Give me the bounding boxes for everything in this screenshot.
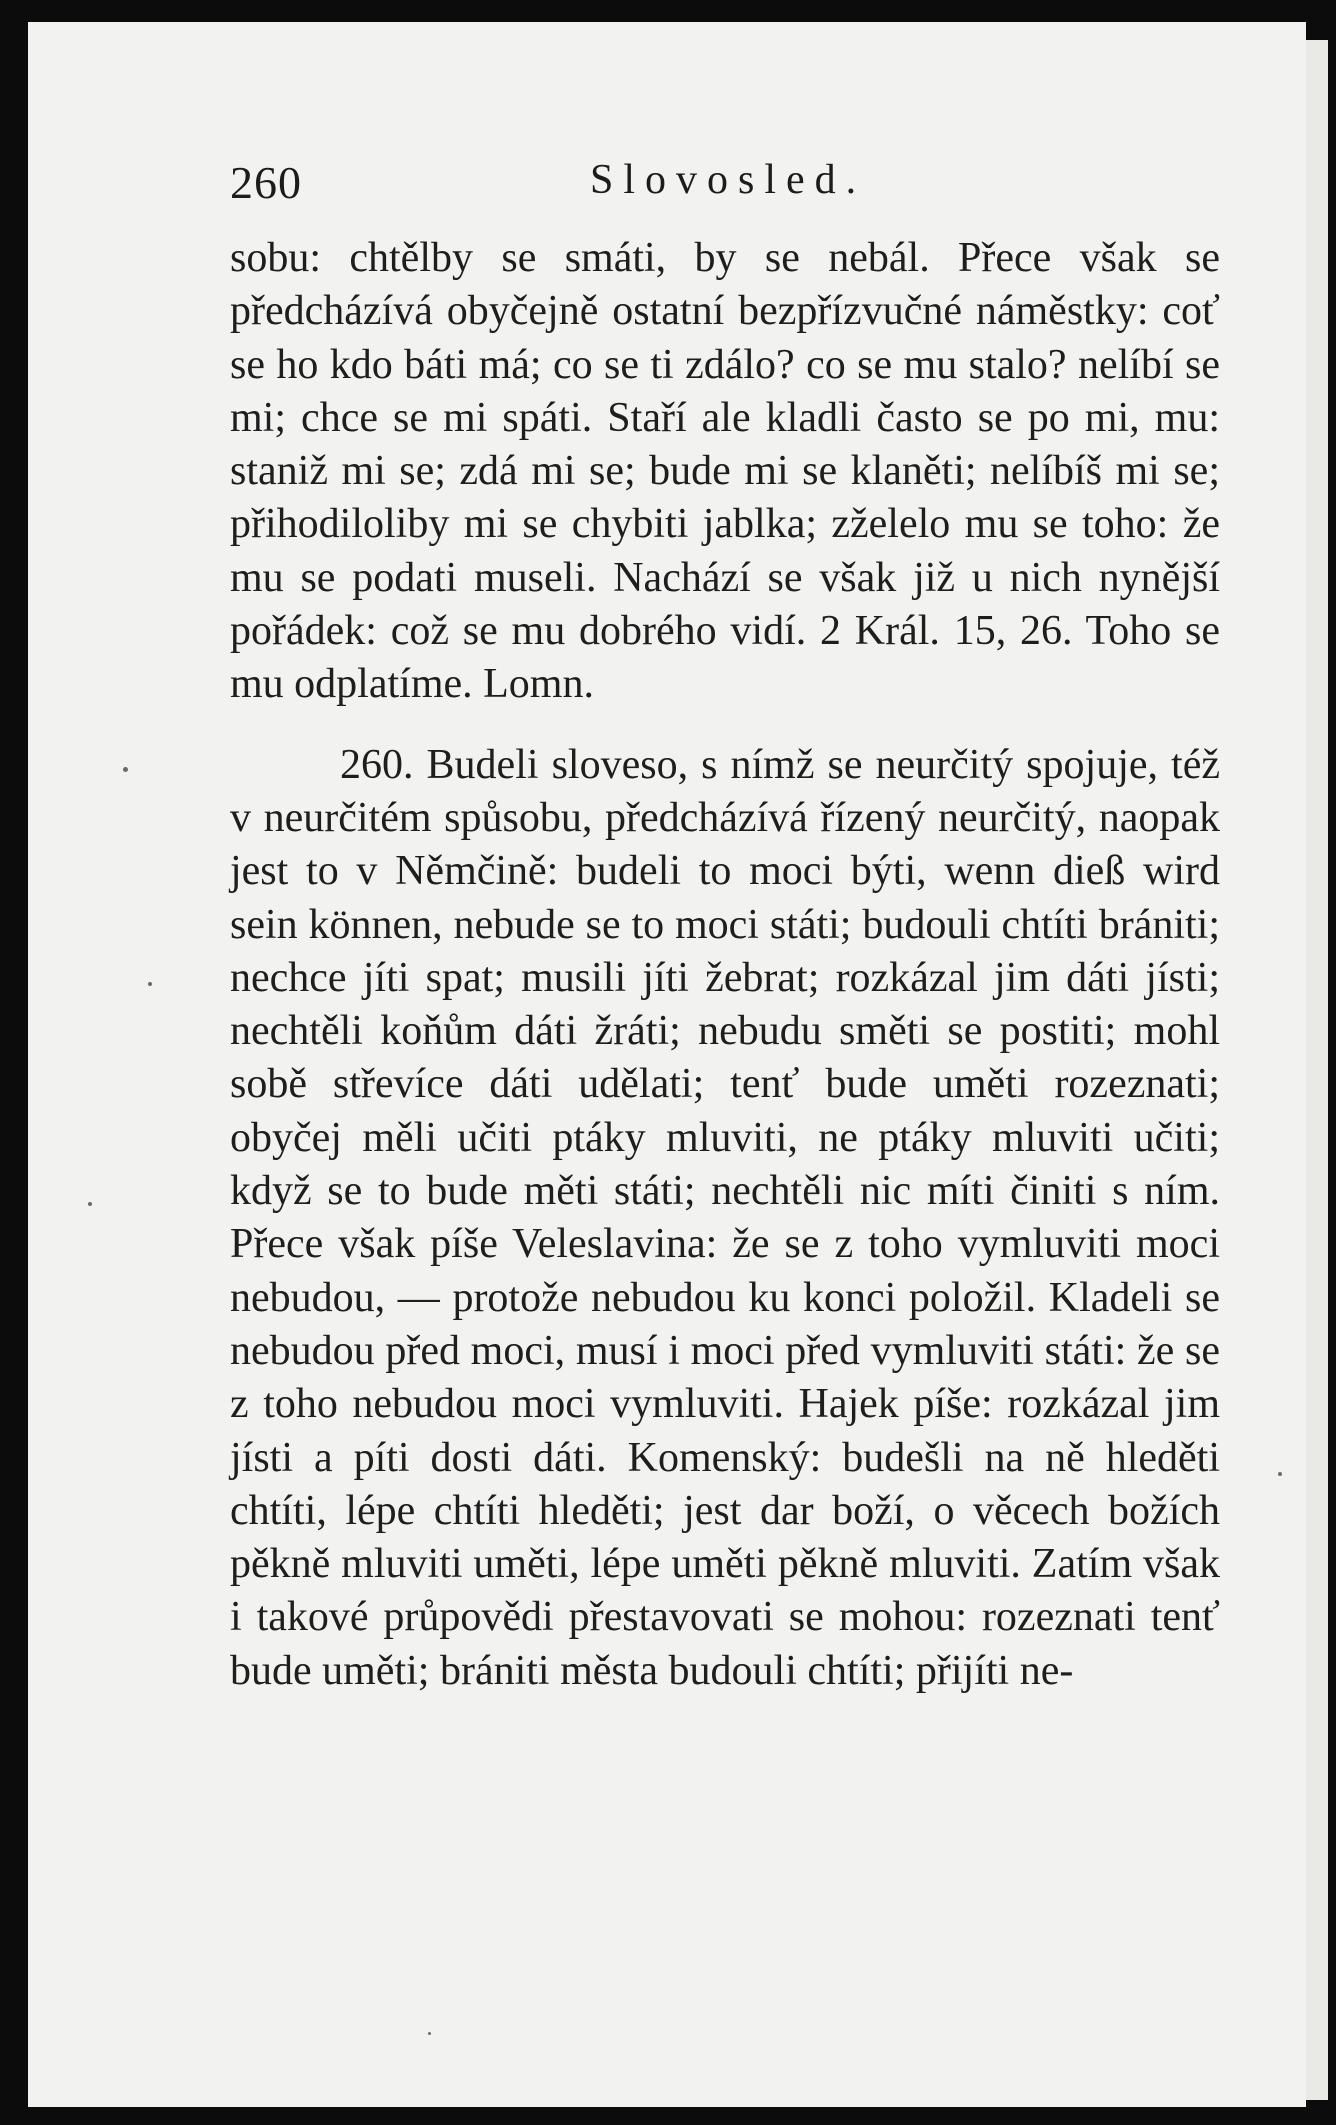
page-header bbox=[28, 22, 1306, 222]
print-speck bbox=[1278, 1472, 1282, 1476]
page-body bbox=[230, 232, 1220, 1698]
paragraph-continued: sobu: chtělby se smáti, by se nebál. Přece však se předcházívá obyčejně ostatní bezpřízvučné náměstky: coť se ho kdo báti má; co se ti zdálo? co se mu stalo? nelíbí se mi; chce se mi spáti. Staří ale kladli často se po mi, mu: staniž mi se; zdá mi se; bude mi se klaněti; nelíbíš mi se; přihodiloliby mi se chybiti jablka; zželelo mu se toho: že mu se podati museli. Nachází se však již u nich nynější pořádek: což se mu dobrého vidí. 2 Král. 15, 26. Toho se mu odplatíme. Lomn. bbox=[230, 235, 1220, 708]
print-speck bbox=[148, 982, 152, 986]
running-title: Slovosled. bbox=[590, 157, 867, 203]
print-speck bbox=[88, 1202, 92, 1206]
next-page-edge bbox=[1306, 40, 1328, 2100]
book-page bbox=[28, 22, 1306, 2107]
print-speck bbox=[428, 2032, 431, 2035]
paragraph-260: 260. Budeli sloveso, s nímž se neurčitý spojuje, též v neurčitém spůsobu, předcházívá řízený neurčitý, naopak jest to v Němčině: budeli to moci býti, wenn dieß wird sein können, nebude se to moci státi; budouli chtíti brániti; nechce jíti spat; musili jíti žebrat; rozkázal jim dáti jísti; nechtěli koňům dáti žráti; nebudu směti se postiti; mohl sobě střevíce dáti udělati; tenť bude uměti rozeznati; obyčej měli učiti ptáky mluviti, ne ptáky mluviti učiti; když se to bude měti státi; nechtěli nic míti činiti s ním. Přece však píše Veleslavina: že se z toho vymluviti moci nebudou, — protože nebudou ku konci položil. Kladeli se nebudou před moci, musí i moci před vymluviti státi: že se z toho nebudou moci vymluviti. Hajek píše: rozkázal jim jísti a píti dosti dáti. Komenský: budešli na ně hleděti chtíti, lépe chtíti hleděti; jest dar boží, o věcech božích pěkně mluviti uměti, lépe uměti pěkně mluviti. Zatím však i takové průpovědi přestavovati se mohou: rozeznati tenť bude uměti; brániti města budouli chtíti; přijíti ne- bbox=[230, 741, 1220, 1694]
page-number: 260 bbox=[230, 157, 302, 208]
print-speck bbox=[123, 767, 128, 772]
